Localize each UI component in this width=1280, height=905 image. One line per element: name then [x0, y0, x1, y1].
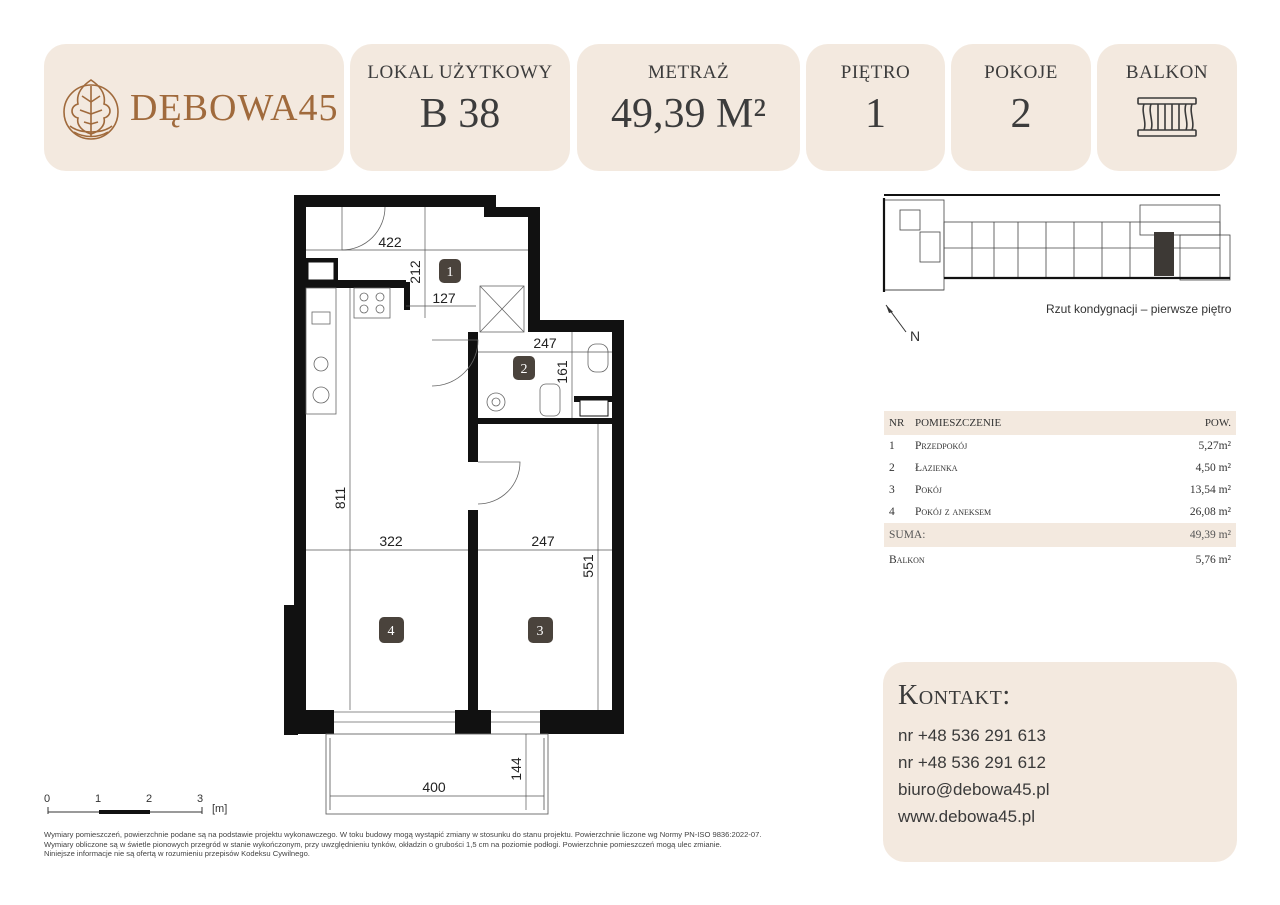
row-area: 4,50 m² — [1195, 462, 1231, 474]
dim-400: 400 — [422, 779, 446, 795]
scale-tick-3: 3 — [197, 793, 204, 805]
dim-144: 144 — [508, 757, 524, 781]
table-row — [884, 501, 1236, 523]
table-row — [884, 479, 1236, 501]
room-badge-2: 2 — [520, 362, 528, 377]
disclaimer-line-1: Wymiary pomieszczeń, powierzchnie podane są na podstawie projektu wykonawczego. W toku budowy mogą wystąpić zmiany w stosunku do stanu projektu. Powierzchnie liczone wg Normy PN-ISO 9836:2022-07. — [44, 830, 762, 839]
header-area: POW. — [1204, 417, 1231, 429]
contact-email[interactable]: biuro@debowa45.pl — [898, 780, 1050, 799]
dim-212: 212 — [407, 260, 423, 284]
row-nr: 4 — [889, 506, 895, 518]
floor-plan — [270, 186, 630, 826]
north-arrow-label: N — [910, 328, 921, 344]
table-row — [884, 457, 1236, 479]
area-card — [577, 44, 800, 171]
scale-tick-1: 1 — [95, 793, 102, 805]
rooms-card — [951, 44, 1091, 171]
balcony-row-area: 5,76 m² — [1195, 554, 1231, 566]
disclaimer — [44, 830, 874, 859]
area-label: METRAŻ — [647, 62, 730, 83]
contact-website[interactable]: www.debowa45.pl — [898, 807, 1036, 826]
contact-phone-2[interactable]: nr +48 536 291 612 — [898, 753, 1046, 772]
row-area: 26,08 m² — [1189, 506, 1231, 518]
floor-label: PIĘTRO — [840, 62, 911, 83]
balcony-icon — [1136, 94, 1198, 140]
row-name: Łazienka — [915, 462, 958, 474]
balcony-label: BALKON — [1125, 62, 1209, 83]
dim-247-room: 247 — [531, 533, 555, 549]
row-name: Pokój — [915, 484, 942, 496]
scale-unit: [m] — [212, 803, 228, 815]
row-name: Przedpokój — [915, 440, 968, 452]
contact-title: Kontakt: — [898, 680, 1011, 711]
brand-logo-card — [44, 44, 344, 171]
scale-bar — [40, 790, 240, 820]
unit-label: LOKAL UŻYTKOWY — [367, 62, 553, 83]
row-nr: 1 — [889, 440, 895, 452]
room-badge-4: 4 — [387, 624, 395, 639]
sum-area: 49,39 m² — [1189, 529, 1231, 541]
rooms-label: POKOJE — [984, 62, 1058, 83]
disclaimer-line-3: Niniejsze informacje nie są ofertą w rozumieniu przepisów Kodeksu Cywilnego. — [44, 849, 310, 858]
dim-161: 161 — [554, 360, 570, 384]
header-nr: NR — [889, 417, 905, 429]
dim-551: 551 — [580, 554, 596, 578]
table-header — [884, 411, 1236, 435]
row-name: Pokój z aneksem — [915, 506, 992, 518]
area-value: 49,39 M² — [611, 91, 766, 137]
disclaimer-line-2: Wymiary obliczone są w świetle pionowych przegród w stanie wykończonym, przy uwzględnieniu tynków, okładzin o grubości 1,5 cm na poziomie podłogi. Powierzchnie pomieszczeń mogą ulec zmianie. — [44, 839, 722, 849]
scale-tick-0: 0 — [44, 793, 51, 805]
row-nr: 2 — [889, 462, 895, 474]
key-plan — [880, 190, 1240, 350]
rooms-value: 2 — [1010, 91, 1032, 137]
oak-leaf-logo-icon — [60, 72, 122, 144]
room-badge-1: 1 — [446, 265, 454, 280]
unit-number-card — [350, 44, 570, 171]
dim-247-bath: 247 — [533, 335, 557, 351]
table-row — [884, 435, 1236, 457]
table-balcony-row — [884, 549, 1236, 571]
row-area: 13,54 m² — [1189, 484, 1231, 496]
balcony-card — [1097, 44, 1237, 171]
room-area-table — [884, 411, 1236, 571]
room-badge-3: 3 — [536, 624, 544, 639]
contact-phone-1[interactable]: nr +48 536 291 613 — [898, 726, 1046, 745]
dim-322: 322 — [379, 533, 403, 549]
floor-value: 1 — [865, 91, 886, 137]
dim-422: 422 — [378, 234, 402, 250]
table-sum-row — [884, 523, 1236, 547]
scale-tick-2: 2 — [146, 793, 153, 805]
brand-name: DĘBOWA45 — [130, 86, 339, 129]
dim-127: 127 — [432, 290, 456, 306]
sum-label: SUMA: — [889, 529, 926, 541]
row-area: 5,27m² — [1198, 440, 1231, 452]
row-nr: 3 — [889, 484, 895, 496]
header-room: POMIESZCZENIE — [915, 417, 1002, 429]
floor-card — [806, 44, 945, 171]
keyplan-caption: Rzut kondygnacji – pierwsze piętro — [1046, 302, 1232, 316]
contact-card — [883, 662, 1237, 862]
dim-811: 811 — [332, 486, 348, 510]
balcony-row-label: Balkon — [889, 554, 925, 566]
unit-value: B 38 — [419, 91, 501, 137]
